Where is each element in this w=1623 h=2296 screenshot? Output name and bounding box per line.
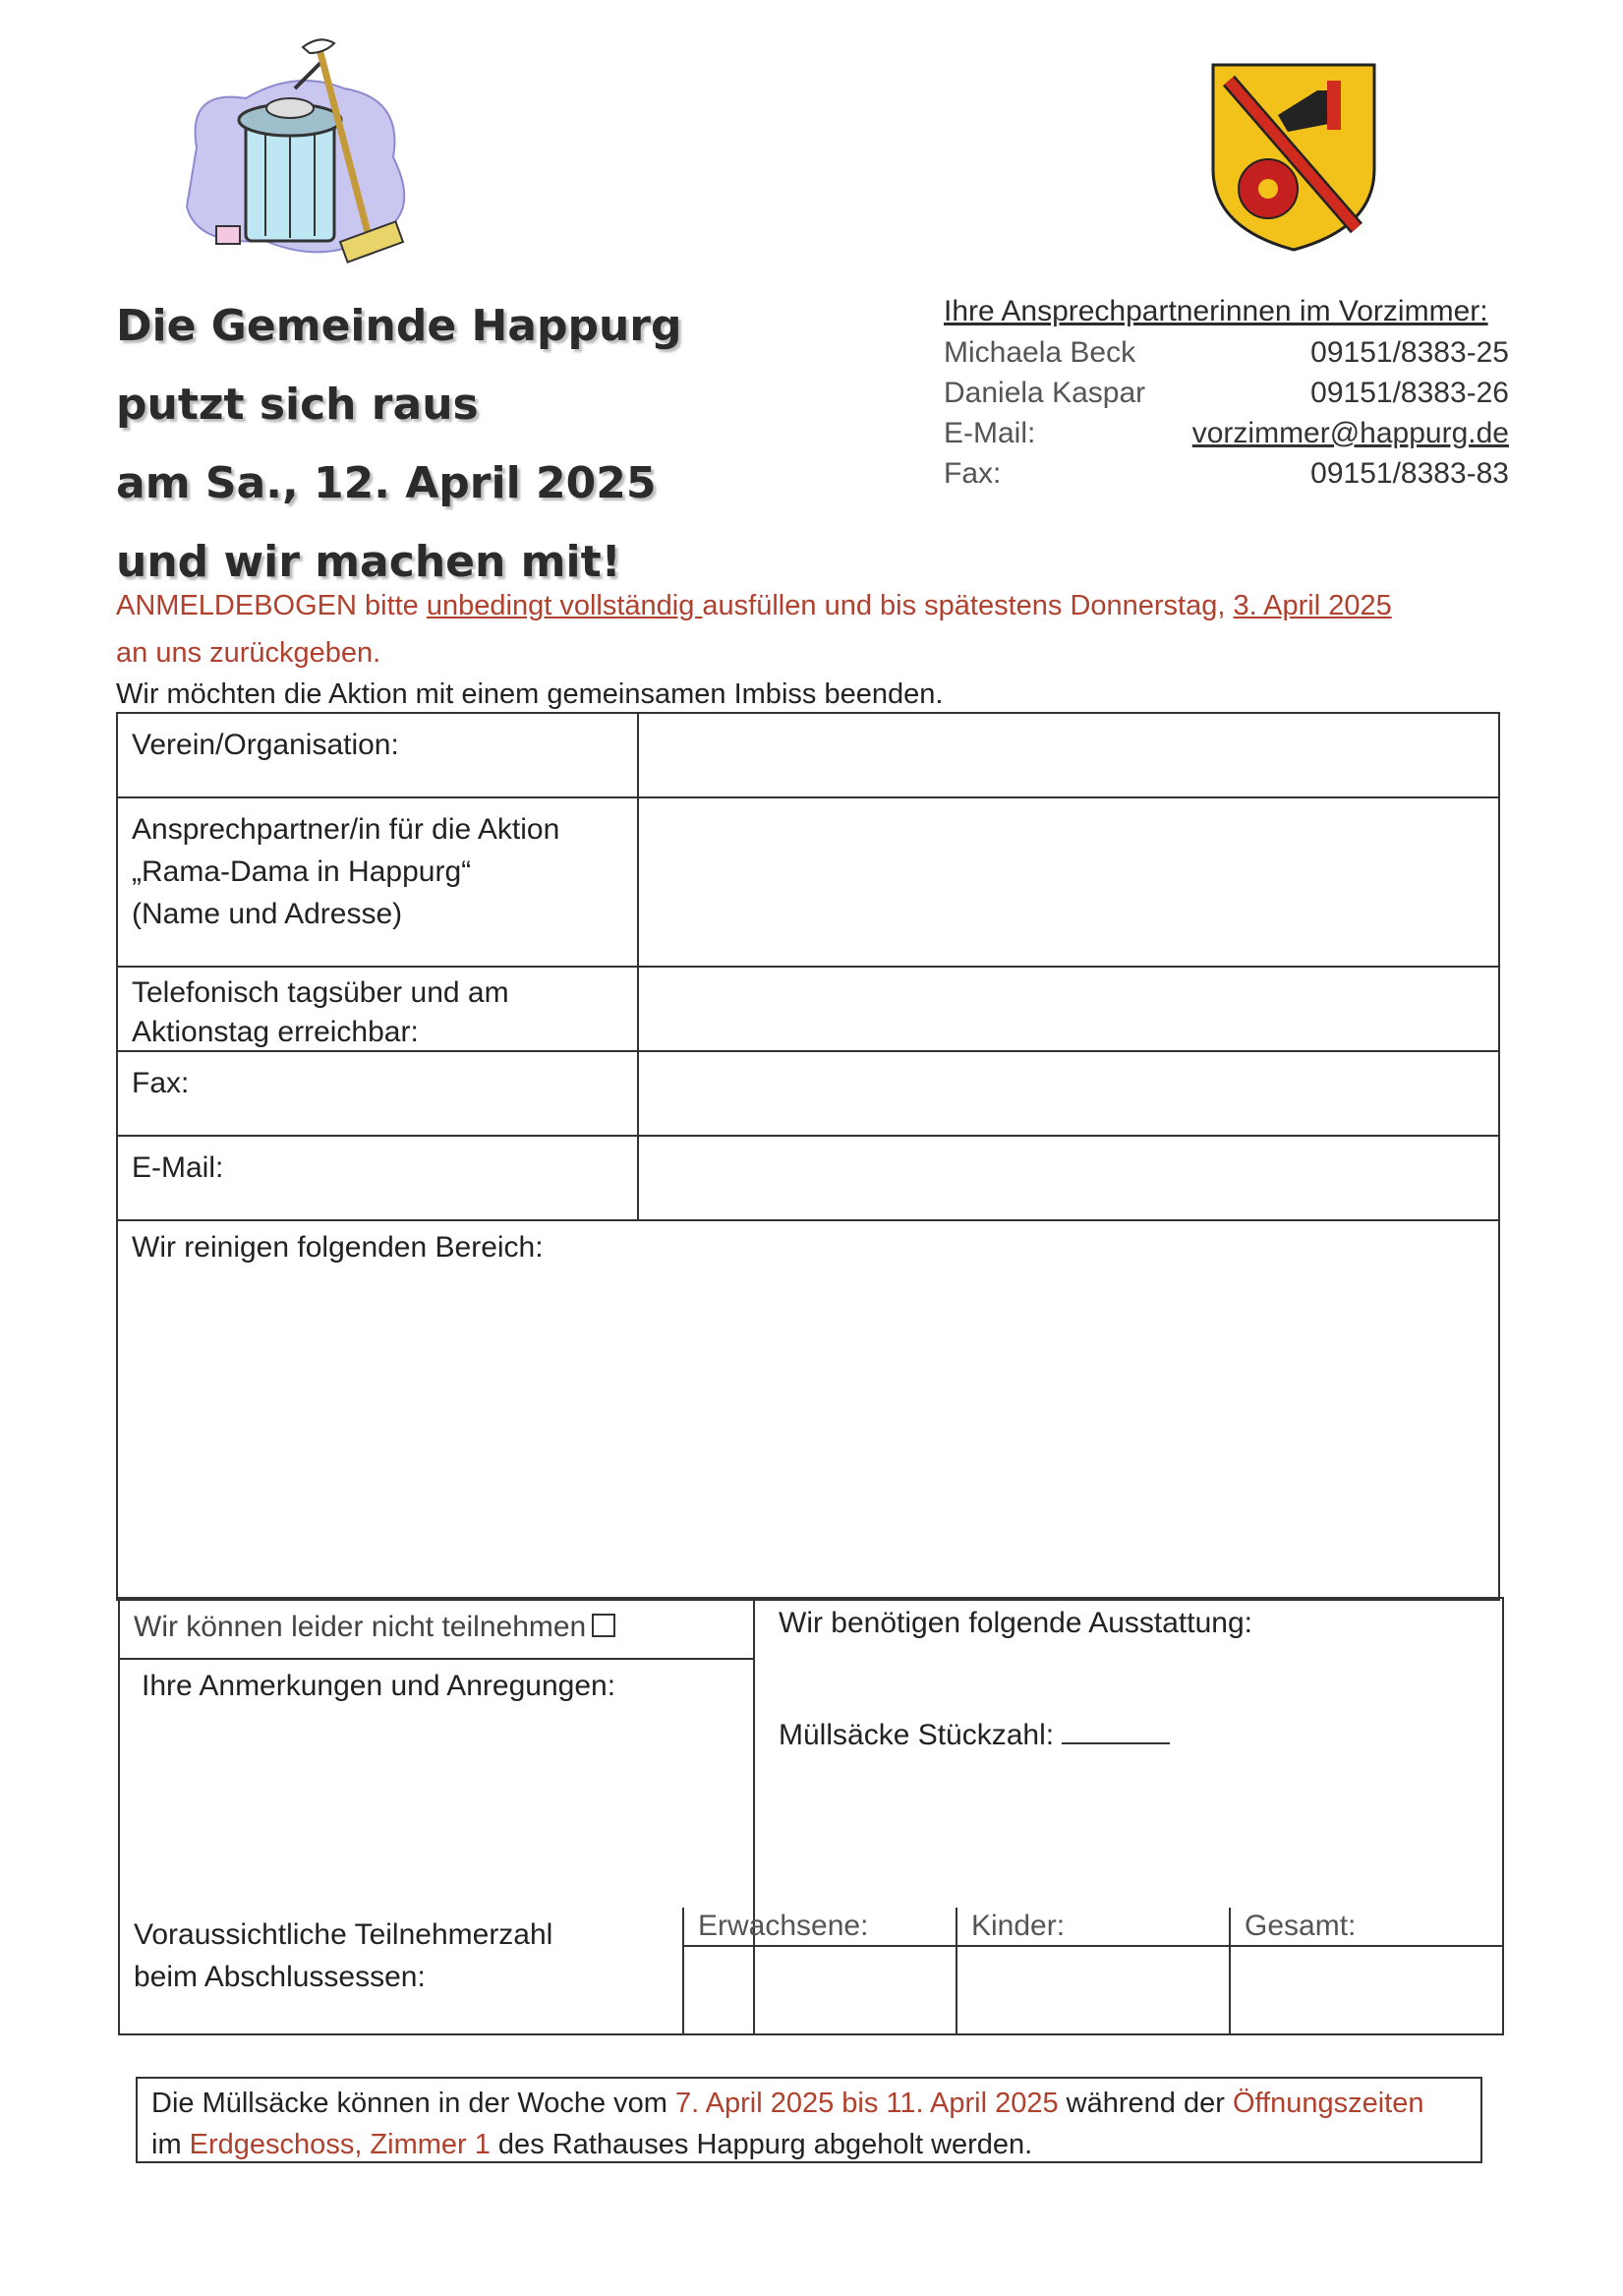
trash-bags-label: Müllsäcke Stückzahl: <box>779 1719 1055 1751</box>
municipal-coat-of-arms-image <box>1209 61 1378 254</box>
total-column[interactable] <box>1231 1908 1502 2033</box>
telefon-field[interactable] <box>639 968 1498 1050</box>
notice-deadline: 3. April 2025 <box>1233 590 1392 621</box>
equipment-label: Wir benötigen folgende Ausstattung: <box>779 1607 1252 1639</box>
notice-text: ausfüllen und bis spätestens Donnerstag, <box>702 590 1234 621</box>
email-field-label: E-Mail: <box>118 1137 639 1219</box>
label-line: Aktionstag erreichbar: <box>132 1016 419 1048</box>
label-line: Telefonisch tagsüber und am <box>132 976 509 1009</box>
participants-label <box>120 1908 684 2033</box>
contact-row <box>944 373 1509 413</box>
registration-form <box>116 712 1500 1601</box>
notice-text: ANMELDEBOGEN bitte <box>116 590 427 621</box>
form-row-ansprechpartner <box>118 798 1498 968</box>
ansprechpartner-field[interactable] <box>639 798 1498 966</box>
adults-header: Erwachsene: <box>684 1908 956 1947</box>
contact-row <box>944 332 1509 373</box>
footer-text: im <box>151 2129 190 2160</box>
page-title <box>116 287 682 602</box>
contact-row <box>944 453 1509 494</box>
contact-header: Ihre Ansprechpartnerinnen im Vorzimmer: <box>944 295 1488 327</box>
title-line-2: putzt sich raus <box>116 380 479 430</box>
form-row-email <box>118 1137 1498 1221</box>
notice-emphasis: unbedingt vollständig <box>426 590 703 621</box>
form-row-fax <box>118 1052 1498 1137</box>
fax-label: Fax: <box>944 457 1002 490</box>
fax-field-label: Fax: <box>118 1052 639 1135</box>
pickup-location: Erdgeschoss, Zimmer 1 <box>189 2129 491 2160</box>
notice-line-2: an uns zurückgeben. <box>116 637 381 669</box>
footer-text: des Rathauses Happurg abgeholt werden. <box>490 2129 1033 2160</box>
contact-row <box>944 413 1509 453</box>
bereich-label: Wir reinigen folgenden Bereich: <box>132 1231 544 1264</box>
footer-text: während der <box>1058 2088 1233 2119</box>
email-link[interactable]: vorzimmer@happurg.de <box>1191 417 1509 449</box>
trash-bags-row <box>779 1719 1488 1752</box>
cleanup-clipart-image <box>177 29 442 275</box>
remarks-label: Ihre Anmerkungen und Anregungen: <box>142 1670 616 1702</box>
form-row-bereich <box>118 1221 1498 1599</box>
pickup-line-1 <box>151 2083 1467 2124</box>
email-field[interactable] <box>639 1137 1498 1219</box>
equipment-column <box>765 1599 1502 1760</box>
label-line: (Name und Adresse) <box>132 898 403 930</box>
contact-phone: 09151/8383-25 <box>1310 336 1509 369</box>
opening-hours: Öffnungszeiten <box>1232 2088 1424 2119</box>
contact-name: Michaela Beck <box>944 336 1136 369</box>
telefon-label <box>118 968 639 1050</box>
decline-label: Wir können leider nicht teilnehmen <box>134 1611 587 1643</box>
ansprechpartner-label <box>118 798 639 966</box>
label-line: Voraussichtliche Teilnehmerzahl <box>134 1918 553 1951</box>
label-line: „Rama-Dama in Happurg“ <box>132 855 472 888</box>
label-line: beim Abschlussessen: <box>134 1961 426 1993</box>
contact-block <box>944 295 1509 494</box>
total-header: Gesamt: <box>1231 1908 1502 1947</box>
notice-line-3: Wir möchten die Aktion mit einem gemeinsamen Imbiss beenden. <box>116 678 944 710</box>
email-label: E-Mail: <box>944 417 1036 449</box>
participants-row <box>118 1908 1504 2035</box>
title-line-1: Die Gemeinde Happurg <box>116 301 682 351</box>
children-header: Kinder: <box>957 1908 1229 1947</box>
trash-bags-quantity-field[interactable] <box>1062 1723 1170 1744</box>
contact-phone: 09151/8383-26 <box>1310 377 1509 409</box>
title-line-3: am Sa., 12. April 2025 <box>116 458 657 508</box>
footer-text: Die Müllsäcke können in der Woche vom <box>151 2088 675 2119</box>
form-row-telefon <box>118 968 1498 1052</box>
decline-checkbox[interactable] <box>592 1614 615 1637</box>
contact-name: Daniela Kaspar <box>944 377 1146 409</box>
title-line-4: und wir machen mit! <box>116 537 621 587</box>
decline-option[interactable] <box>120 1599 753 1660</box>
fax-number: 09151/8383-83 <box>1310 457 1509 490</box>
children-column[interactable] <box>957 1908 1231 2033</box>
verein-label: Verein/Organisation: <box>118 714 639 796</box>
form-row-verein <box>118 714 1498 798</box>
fax-field[interactable] <box>639 1052 1498 1135</box>
pickup-line-2 <box>151 2124 1467 2165</box>
verein-field[interactable] <box>639 714 1498 796</box>
label-line: Ansprechpartner/in für die Aktion <box>132 813 560 846</box>
pickup-dates: 7. April 2025 bis 11. April 2025 <box>675 2088 1059 2119</box>
adults-column[interactable] <box>684 1908 957 2033</box>
notice-line-1 <box>116 590 1392 622</box>
pickup-info-box <box>136 2077 1482 2163</box>
